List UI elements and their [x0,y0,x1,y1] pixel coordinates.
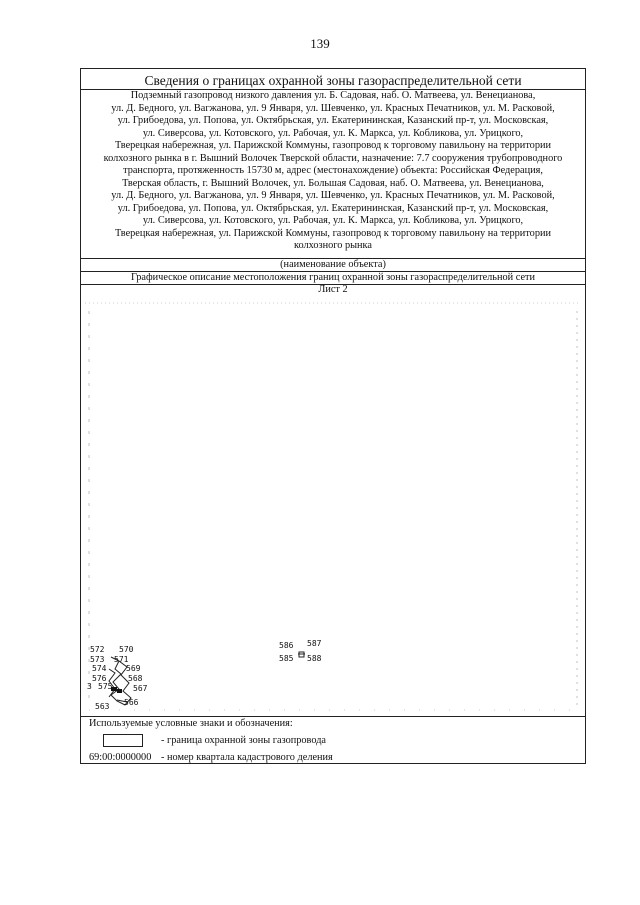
map-frame [85,303,581,710]
description-line: колхозного рынка [294,240,372,251]
description-line: колхозного рынка в г. Вышний Волочек Тверской области, назначение: 7.7 сооружения трубопроводного [103,152,563,164]
point-label: 568 [128,674,143,683]
description-line: ул. Д. Бедного, ул. Вагжанова, ул. 9 Января, ул. Шевченко, ул. Красных Печатников, ул. М. Расковой, [111,102,555,114]
point-label: 587 [307,639,322,648]
divider [81,716,585,717]
point-label: 574 [92,664,107,673]
description-line: ул. Д. Бедного, ул. Вагжанова, ул. 9 Января, ул. Шевченко, ул. Красных Печатников, ул. М. Расковой, [111,190,555,201]
description-line: ул. Грибоедова, ул. Попова, ул. Октябрьская, ул. Екатерининская, Казанский пр-т, ул. Московская, [117,115,549,126]
object-name-label: (наименование объекта) [280,259,386,270]
description-line: Тверецкая набережная, ул. Парижской Коммуны, газопровод к торговому павильону на территории [114,227,551,239]
point-label: 588 [307,654,322,663]
description-line: ул. Грибоедова, ул. Попова, ул. Октябрьская, ул. Екатерининская, Казанский пр-т, ул. Московская, [117,202,549,214]
cadastral-legend-text: - номер квартала кадастрового деления [161,752,333,763]
point-label: 567 [133,684,148,693]
point-label: 576 [92,674,107,683]
point-label: 573 [90,655,105,664]
description-line: Подземный газопровод низкого давления ул. Б. Садовая, наб. О. Матвеева, ул. Венецианова, [130,90,536,101]
description-line: ул. Сиверсова, ул. Котовского, ул. Рабочая, ул. К. Маркса, ул. Кобликова, ул. Урицкого, [142,127,524,139]
point-label: 585 [279,654,294,663]
boundary-legend-symbol [103,734,143,747]
graphic-description-title: Графическое описание местоположения границ охранной зоны газораспределительной сети [130,272,536,283]
point-label: 563 [95,702,110,711]
sheet-label: Лист 2 [318,284,348,295]
point-label: 586 [279,641,294,650]
legend-title: Используемые условные знаки и обозначения: [89,718,293,729]
object-description [87,90,579,253]
description-line: ул. Сиверсова, ул. Котовского, ул. Рабочая, ул. К. Маркса, ул. Кобликова, ул. Урицкого, [142,215,524,226]
description-line: транспорта, протяженность 15730 м, адрес (местонахождение) объекта: Российская Федерация, [123,165,543,176]
point-label: 569 [126,664,141,673]
description-line: Тверецкая набережная, ул. Парижской Коммуны, газопровод к торговому павильону на территории [114,140,551,151]
point-label: 575 [98,682,113,691]
cadastral-code: 69:00:0000000 [89,752,152,763]
boundary-map [81,297,585,715]
document-frame [80,68,586,764]
boundary-polyline [298,652,305,657]
page-number: 139 [310,36,330,51]
boundary-marker [117,689,122,693]
point-label: 3 [87,682,92,691]
point-label: 570 [119,645,134,654]
description-line: Тверская область, г. Вышний Волочек, ул. Большая Садовая, наб. О. Матвеева, ул. Венецианова, [122,177,544,189]
boundary-legend-text: - граница охранной зоны газопровода [161,735,327,746]
point-label: 566 [124,698,139,707]
document-title: Сведения о границах охранной зоны газораспределительной сети [144,73,522,88]
point-label: 572 [90,645,105,654]
point-label: 571 [114,655,129,664]
